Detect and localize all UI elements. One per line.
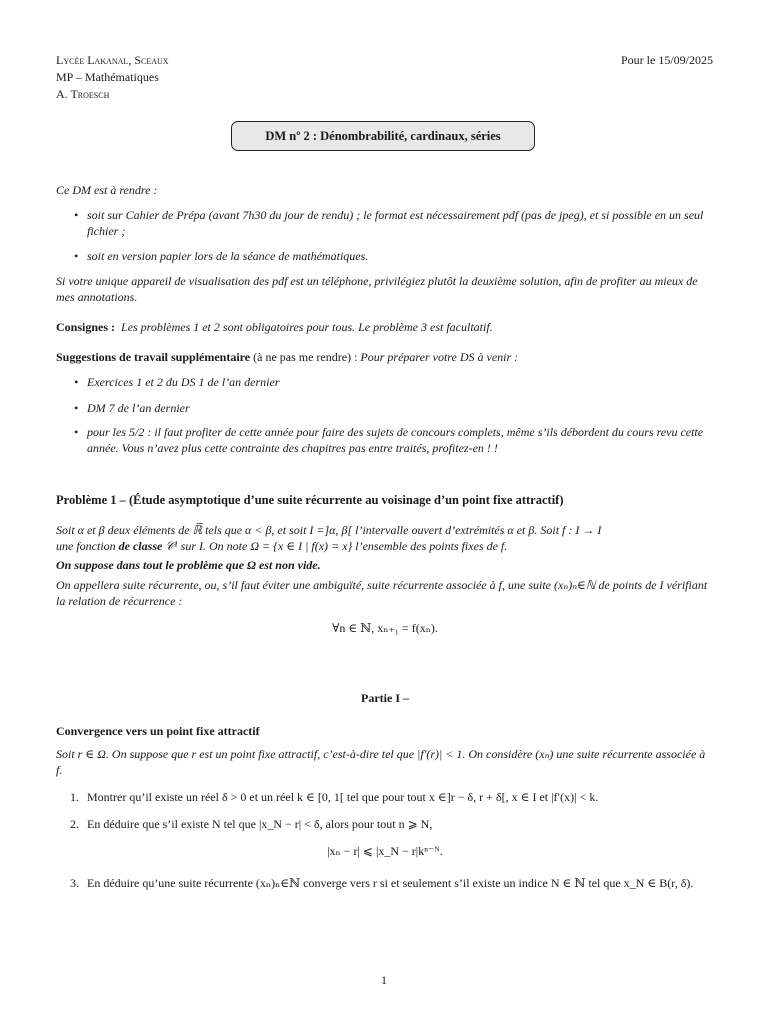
suggestions-label: Suggestions de travail supplémentaire	[56, 350, 251, 364]
question-1	[70, 789, 714, 805]
suggestion-bullet-1	[76, 374, 714, 390]
suggestions-paren: (à ne pas me rendre) :	[253, 350, 358, 364]
problem1-para1	[56, 522, 714, 554]
question-number-2: 2.	[70, 817, 79, 831]
problem1-line2-pre: une fonction	[56, 539, 116, 553]
problem1-assumption: On suppose dans tout le problème que Ω est non vide.	[56, 558, 321, 572]
partie-subheading: Convergence vers un point fixe attractif	[56, 724, 260, 738]
problem1-line2	[56, 538, 714, 554]
question-text-1: Montrer qu’il existe un réel δ > 0 et un réel k ∈ [0, 1[ tel que pour tout x ∈]r − δ, r + δ[, x ∈ I et |f′(x)| < k.	[87, 790, 599, 804]
school-name: Lycée Lakanal, Sceaux	[56, 53, 169, 67]
bullet-icon: •	[74, 249, 79, 263]
header-left	[56, 52, 169, 103]
document-title: DM nº 2 : Dénombrabilité, cardinaux, séries	[265, 129, 501, 143]
question-2-formula: |xₙ − r| ⩽ |x_N − r|kⁿ⁻ᴺ.	[327, 844, 443, 858]
recurrence-formula: ∀n ∈ ℕ, xₙ₊₁ = f(xₙ).	[332, 621, 438, 635]
suggestion-text-1: Exercices 1 et 2 du DS 1 de l’an dernier	[87, 375, 280, 389]
suggestion-text-2: DM 7 de l’an dernier	[87, 401, 190, 415]
partie-intro: Soit r ∈ Ω. On suppose que r est un point fixe attractif, c’est-à-dire tel que |f′(r)| < 1. On considère (xₙ) une suite récurrente associée à f.	[56, 747, 706, 777]
suggestions-lead: Pour préparer votre DS à venir :	[360, 350, 519, 364]
problem1-line2-post: 𝒞¹ sur I. On note Ω = {x ∈ I | f(x) = x} l’ensemble des points fixes de f.	[165, 539, 508, 553]
intro-note: Si votre unique appareil de visualisation des pdf est un téléphone, privilégiez plutôt la deuxième solution, afin de profiter au mieux de mes annotations.	[56, 274, 698, 304]
question-number-1: 1.	[70, 790, 79, 804]
bullet-icon: •	[74, 401, 79, 415]
intro-bullet-text-1: soit sur Cahier de Prépa (avant 7h30 du jour de rendu) ; le format est nécessairement pdf (pas de jpeg), et si possible en un seul fichier ;	[87, 208, 704, 238]
suggestions	[56, 349, 714, 365]
bullet-icon: •	[74, 425, 79, 439]
teacher-name: A. Troesch	[56, 87, 110, 101]
due-date: Pour le 15/09/2025	[621, 53, 713, 67]
problem1-heading: Problème 1 – (Étude asymptotique d’une suite récurrente au voisinage d’un point fixe attractif)	[56, 493, 564, 507]
intro-bullet-2	[76, 248, 714, 264]
problem1-line1: Soit α et β deux éléments de ℝ̅ tels que α < β, et soit I =]α, β[ l’intervalle ouvert d’extrémités α et β. Soit f : I → I	[56, 523, 602, 537]
question-3	[70, 875, 714, 891]
question-number-3: 3.	[70, 876, 79, 890]
problem1-line2-bold: de classe	[118, 539, 163, 553]
partie-title: Partie I –	[361, 691, 409, 705]
bullet-icon: •	[74, 208, 79, 222]
intro-bullet-1	[76, 207, 714, 239]
suggestion-bullet-2	[76, 400, 714, 416]
problem1-para2: On appellera suite récurrente, ou, s’il faut éviter une ambiguïté, suite récurrente associée à f, une suite (xₙ)ₙ∈ℕ de points de I vérifiant la relation de récurrence :	[56, 578, 708, 608]
question-text-2: En déduire que s’il existe N tel que |x_N − r| < δ, alors pour tout n ⩾ N,	[87, 817, 433, 831]
consignes	[56, 319, 714, 335]
title-box	[231, 121, 535, 151]
suggestion-bullet-3	[76, 424, 714, 456]
intro-lead: Ce DM est à rendre :	[56, 183, 158, 197]
suggestion-text-3: pour les 5/2 : il faut profiter de cette année pour faire des sujets de concours complets, même s’ils débordent du cours revu cette année. Vous n’avez plus cette contrainte des chapitres pas entre traités, profitez-en ! !	[87, 425, 704, 455]
page-number: 1	[381, 973, 387, 987]
intro-bullet-text-2: soit en version papier lors de la séance de mathématiques.	[87, 249, 369, 263]
question-2	[70, 816, 714, 832]
question-text-3: En déduire qu’une suite récurrente (xₙ)ₙ∈ℕ converge vers r si et seulement s’il existe un indice N ∈ ℕ tel que x_N ∈ B(r, δ).	[87, 876, 694, 890]
consignes-text: Les problèmes 1 et 2 sont obligatoires pour tous. Le problème 3 est facultatif.	[121, 320, 493, 334]
bullet-icon: •	[74, 375, 79, 389]
consignes-label: Consignes :	[56, 320, 116, 334]
course-name: MP – Mathématiques	[56, 70, 159, 84]
